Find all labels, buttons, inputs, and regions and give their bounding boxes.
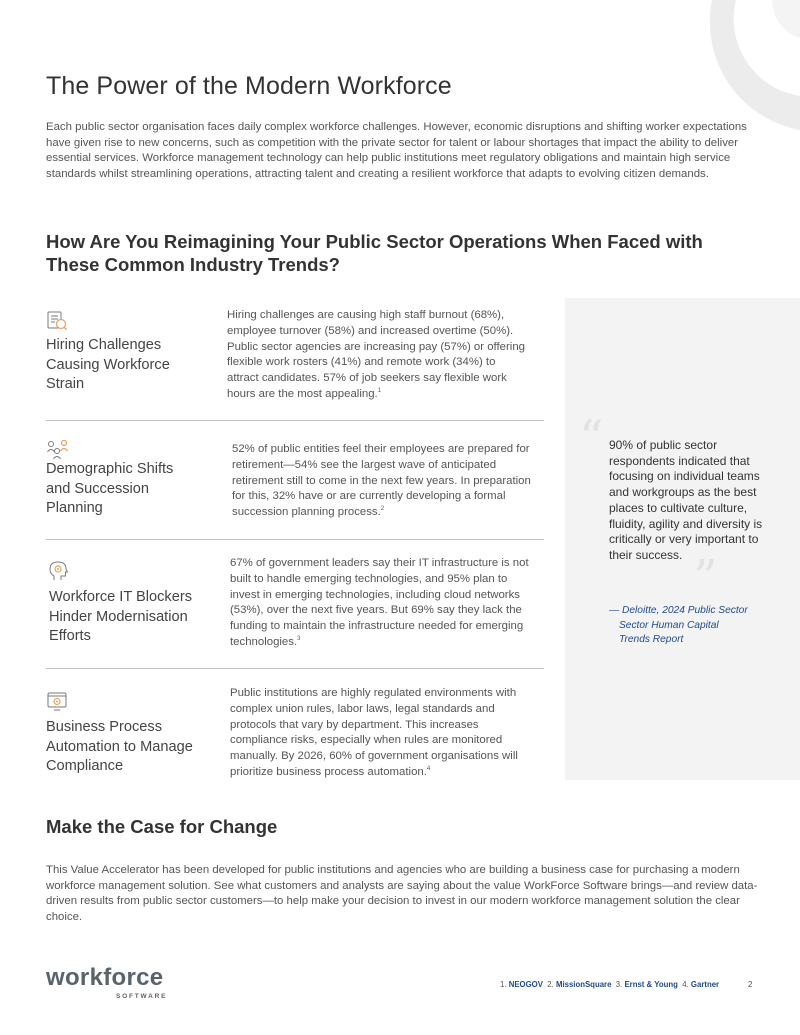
- source-name: NEOGOV: [508, 980, 543, 989]
- automation-icon: [46, 690, 68, 712]
- trend-body: 67% of government leaders say their IT infrastructure is not built to handle emerging technologies, and 95% plan to invest in emerging technologies, including cloud networks (53%), over the next five years. But 69% say they lack the funding to maintain the infrastructure needed for emerging technologies.$^3$: [230, 557, 529, 648]
- footnote-sources: [500, 980, 719, 989]
- source-name: Gartner: [690, 980, 720, 989]
- case-heading: Make the Case for Change: [46, 816, 278, 837]
- corner-decoration: [660, 0, 800, 130]
- trend-body: Public institutions are highly regulated environments with complex union rules, labor laws, legal standards and protocols that vary by department. This increases compliance risks, especially when rules are monitored manually. By 2026, 60% of government organisations will prioritize business process automation.$^4$: [230, 687, 518, 778]
- trend-body: 52% of public entities feel their employees are prepared for retirement—54% see the largest wave of anticipated retirement still to come in the next few years. In preparation for this, 32% have or are currently developing a formal succession planning process.$^2$: [232, 443, 531, 519]
- source-name: MissionSquare: [555, 980, 612, 989]
- case-paragraph: This Value Accelerator has been developed for public institutions and agencies who are building a business case for purchasing a modern workforce management solution. See what customers and analysts are saying about the value WorkForce Software brings—and review data-driven results from public sector customers—to help make your decision to invest in our modern workforce management solution the clear choice.: [46, 864, 758, 923]
- trend-title: Business Process Automation to Manage Compliance: [46, 719, 193, 774]
- logo-subtitle: SOFTWARE: [116, 993, 168, 1000]
- close-quote-icon: ”: [693, 550, 718, 606]
- divider: [46, 539, 544, 540]
- trend-title: Demographic Shifts and Succession Planning: [46, 461, 174, 516]
- source-number: 1.: [500, 980, 507, 989]
- page-number: 2: [748, 980, 753, 989]
- workforce-logo: [46, 964, 186, 1004]
- head-gear-icon: [48, 560, 70, 582]
- trend-title: Workforce IT Blockers Hinder Modernisation Efforts: [49, 589, 193, 644]
- trend-automation: [46, 687, 544, 790]
- hiring-icon: [46, 310, 68, 332]
- intro-paragraph: Each public sector organisation faces daily complex workforce challenges. However, economic disruptions and shifting worker expectations have given rise to new concerns, such as competition with the private sector for talent or labour shortages that impact the ability to deliver essential services. Workforce management technology can help public institutions meet regulatory obligations and maintain high service standards whilst streamlining operations, attracting talent and creating a resilient workforce that adapts to evolving citizen demands.: [46, 121, 747, 180]
- section-heading: How Are You Reimagining Your Public Sector Operations When Faced with These Common Industry Trends?: [46, 231, 703, 275]
- quote-source-line: Trends Report: [619, 634, 684, 645]
- trend-hiring: [46, 310, 544, 420]
- quote-source-line: Sector Human Capital: [619, 619, 719, 631]
- quote-source: [609, 604, 769, 648]
- logo-wordmark: workforce: [46, 964, 164, 991]
- divider: [46, 420, 544, 421]
- trend-body: Hiring challenges are causing high staff burnout (68%), employee turnover (58%) and increased overtime (50%). Public sector agencies are increasing pay (57%) or offering flexible work rosters (41%) and remote work (34%) to attract candidates. 57% of job seekers say flexible work hours are the most appealing.$^1$: [227, 309, 526, 400]
- source-number: 4.: [682, 980, 689, 989]
- quote-text: 90% of public sector respondents indicated that focusing on individual teams and workgroups as the best places to cultivate culture, fluidity, agility and diversity is critically or very important to their success.: [609, 438, 763, 562]
- trend-it-blockers: [46, 557, 544, 665]
- source-number: 3.: [615, 980, 623, 989]
- quote-source-line: — Deloitte, 2024 Public Sector: [609, 605, 748, 616]
- quote-panel: [565, 298, 800, 780]
- trend-demographics: [46, 438, 544, 538]
- divider: [46, 668, 544, 669]
- trend-title: Hiring Challenges Causing Workforce Strain: [46, 337, 170, 392]
- page-title: The Power of the Modern Workforce: [46, 72, 452, 100]
- people-icon: [46, 438, 68, 460]
- source-number: 2.: [547, 980, 554, 989]
- source-name: Ernst & Young: [624, 980, 678, 989]
- open-quote-icon: “: [579, 410, 604, 466]
